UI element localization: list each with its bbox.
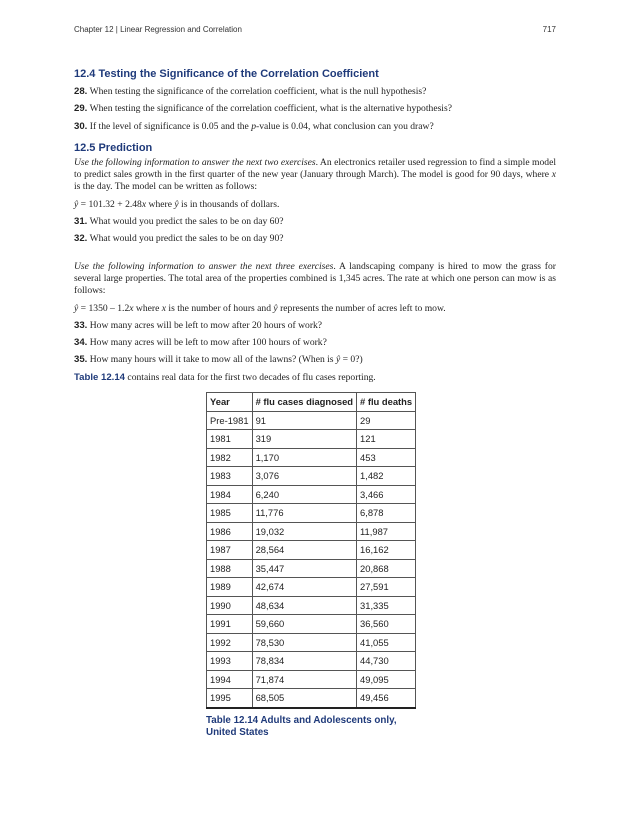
exercise-text: How many acres will be left to mow after 100 hours of work?: [89, 337, 327, 349]
intro-italic: Use the following information to answer the next three exercises: [74, 260, 334, 272]
exercise-text: What would you predict the sales to be on day 60?: [89, 216, 284, 228]
cell-cases: 319: [252, 430, 356, 449]
exercise-text: What would you predict the sales to be on day 90?: [89, 233, 284, 245]
cell-deaths: 453: [357, 448, 416, 467]
table-row: [207, 578, 416, 597]
table-reference-text: contains real data for the first two decades of flu cases reporting.: [125, 371, 376, 383]
yhat-symbol: ŷ: [273, 302, 278, 314]
exercise-35: [74, 354, 556, 366]
table-row: [207, 411, 416, 430]
table-12-14-link[interactable]: Table 12.14: [74, 371, 126, 383]
equation-text: represents the number of acres left to mow.: [277, 302, 446, 314]
intro-paragraph-1: [74, 157, 556, 194]
cell-year: 1994: [207, 670, 253, 689]
equation-text: where: [133, 302, 162, 314]
regression-model-2: [74, 303, 556, 315]
cell-year: 1984: [207, 485, 253, 504]
regression-model-1: [74, 199, 556, 211]
cell-deaths: 44,730: [357, 652, 416, 671]
equation-text: is in thousands of dollars.: [178, 198, 280, 210]
table-row: [207, 670, 416, 689]
cell-year: 1992: [207, 633, 253, 652]
exercise-number: 29.: [74, 103, 88, 115]
cell-cases: 91: [252, 411, 356, 430]
cell-deaths: 49,095: [357, 670, 416, 689]
table-row: [207, 504, 416, 523]
cell-deaths: 20,868: [357, 559, 416, 578]
cell-cases: 71,874: [252, 670, 356, 689]
exercise-34: [74, 337, 556, 349]
cell-cases: 3,076: [252, 467, 356, 486]
exercise-number: 34.: [74, 337, 88, 349]
equation-text: is the number of hours and: [166, 302, 274, 314]
cell-year: 1990: [207, 596, 253, 615]
cell-deaths: 41,055: [357, 633, 416, 652]
section-heading-12-4: 12.4 Testing the Significance of the Correlation Coefficient: [74, 68, 379, 80]
section-heading-12-5: 12.5 Prediction: [74, 141, 153, 154]
cell-cases: 1,170: [252, 448, 356, 467]
cell-cases: 11,776: [252, 504, 356, 523]
table-row: [207, 633, 416, 652]
x-variable: x: [551, 169, 556, 181]
cell-cases: 59,660: [252, 615, 356, 634]
column-header-cases: # flu cases diagnosed: [252, 393, 356, 412]
cell-year: 1989: [207, 578, 253, 597]
table-caption: Table 12.14 Adults and Adolescents only, United States: [206, 714, 397, 738]
table-row: [207, 541, 416, 560]
exercise-number: 28.: [74, 86, 88, 97]
cell-deaths: 3,466: [357, 485, 416, 504]
cell-cases: 28,564: [252, 541, 356, 560]
chapter-title: Chapter 12 | Linear Regression and Correlation: [74, 25, 242, 34]
exercise-text-pre: If the level of significance is 0.05 and the: [89, 120, 252, 132]
cell-year: 1991: [207, 615, 253, 634]
exercise-number: 33.: [74, 319, 88, 331]
cell-year: 1988: [207, 559, 253, 578]
table-row: [207, 596, 416, 615]
exercise-text-post: -value is 0.04, what conclusion can you draw?: [256, 120, 434, 132]
exercise-33: [74, 320, 556, 332]
cell-cases: 19,032: [252, 522, 356, 541]
table-header-row: [207, 393, 416, 412]
cell-cases: 78,834: [252, 652, 356, 671]
cell-cases: 48,634: [252, 596, 356, 615]
cell-year: 1985: [207, 504, 253, 523]
cell-year: Pre-1981: [207, 411, 253, 430]
cell-deaths: 16,162: [357, 541, 416, 560]
flu-data-table-container: [206, 392, 416, 739]
exercise-number: 30.: [74, 120, 88, 132]
cell-deaths: 121: [357, 430, 416, 449]
equation: = 101.32 + 2.48: [78, 198, 142, 210]
cell-cases: 68,505: [252, 689, 356, 708]
table-row: [207, 430, 416, 449]
equation: = 1350 – 1.2: [78, 302, 130, 314]
x-variable: x: [161, 302, 167, 314]
cell-deaths: 27,591: [357, 578, 416, 597]
table-reference-sentence: [74, 372, 556, 384]
cell-deaths: 36,560: [357, 615, 416, 634]
intro-paragraph-2: [74, 261, 556, 298]
exercise-28: [74, 86, 556, 98]
table-row: [207, 448, 416, 467]
page-content: [74, 68, 556, 389]
exercise-number: 35.: [74, 354, 88, 366]
cell-deaths: 29: [357, 411, 416, 430]
spacer: [74, 251, 556, 261]
exercise-text: How many acres will be left to mow after 20 hours of work?: [89, 319, 323, 331]
yhat-symbol: ŷ: [335, 354, 341, 366]
running-header: [74, 25, 556, 34]
yhat-symbol: ŷ: [74, 198, 79, 210]
cell-deaths: 49,456: [357, 689, 416, 708]
exercise-29: [74, 103, 556, 115]
p-variable: p: [251, 120, 256, 132]
table-row: [207, 522, 416, 541]
cell-deaths: 1,482: [357, 467, 416, 486]
column-header-deaths: # flu deaths: [357, 393, 416, 412]
cell-cases: 78,530: [252, 633, 356, 652]
flu-data-table: [206, 392, 416, 709]
exercise-text: When testing the significance of the correlation coefficient, what is the null hypothesis?: [89, 86, 427, 97]
x-variable: x: [129, 302, 134, 314]
table-row: [207, 689, 416, 708]
cell-year: 1993: [207, 652, 253, 671]
table-row: [207, 467, 416, 486]
cell-cases: 42,674: [252, 578, 356, 597]
cell-year: 1983: [207, 467, 253, 486]
cell-year: 1986: [207, 522, 253, 541]
exercise-number: 31.: [74, 216, 88, 228]
page-number: 717: [542, 25, 556, 34]
cell-year: 1995: [207, 689, 253, 708]
cell-year: 1981: [207, 430, 253, 449]
exercise-text: When testing the significance of the correlation coefficient, what is the alternative hypothesis?: [89, 103, 452, 115]
yhat-symbol: ŷ: [174, 198, 179, 210]
equation-text: where: [146, 198, 175, 210]
table-row: [207, 652, 416, 671]
cell-deaths: 31,335: [357, 596, 416, 615]
cell-year: 1987: [207, 541, 253, 560]
x-variable: x: [141, 198, 147, 210]
exercise-text-pre: How many hours will it take to mow all of the lawns? (When is: [89, 354, 336, 366]
cell-deaths: 6,878: [357, 504, 416, 523]
table-row: [207, 559, 416, 578]
cell-year: 1982: [207, 448, 253, 467]
exercise-number: 32.: [74, 233, 88, 245]
exercise-30: [74, 121, 556, 133]
exercise-text-post: = 0?): [340, 354, 363, 366]
table-row: [207, 485, 416, 504]
cell-cases: 6,240: [252, 485, 356, 504]
cell-cases: 35,447: [252, 559, 356, 578]
intro-text: . An electronics retailer used regression to find a simple model to predict sales growth in the first quarter of the new year (January through March). The model is good for 90 days, where: [74, 156, 556, 181]
cell-deaths: 11,987: [357, 522, 416, 541]
intro-italic: Use the following information to answer the next two exercises: [74, 156, 316, 168]
intro-text: . A landscaping company is hired to mow the grass for several large properties. The total area of the properties combined is 1,345 acres. The rate at which one person can mow is as follows:: [74, 260, 556, 297]
exercise-31: [74, 216, 556, 228]
intro-text: is the day. The model can be written as follows:: [74, 181, 258, 193]
table-row: [207, 615, 416, 634]
table-body: [207, 411, 416, 708]
column-header-year: Year: [207, 393, 253, 412]
yhat-symbol: ŷ: [74, 302, 79, 314]
exercise-32: [74, 233, 556, 245]
